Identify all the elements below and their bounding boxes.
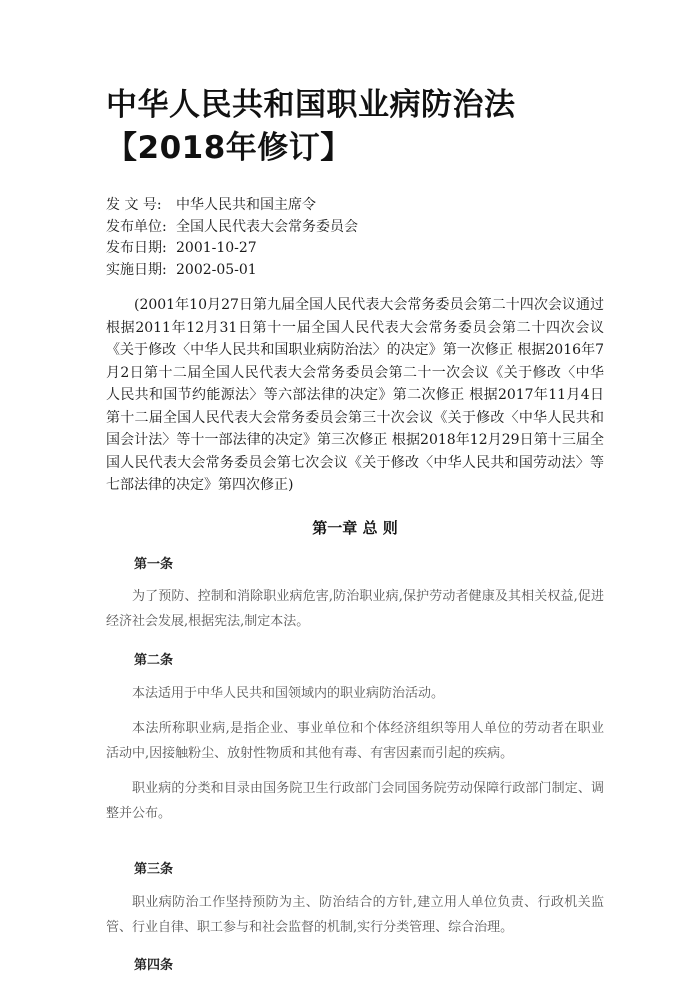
- article-4: [106, 956, 604, 976]
- article-1: [106, 555, 604, 634]
- document-meta: [106, 195, 604, 281]
- meta-label: 发布单位:: [106, 218, 167, 235]
- chapter-heading: 第一章 总 则: [312, 518, 398, 537]
- article-2: [106, 651, 604, 826]
- meta-row-doc-number: [106, 195, 604, 217]
- meta-value: 2002-05-01: [176, 261, 257, 278]
- meta-value: 全国人民代表大会常务委员会: [176, 218, 358, 235]
- meta-label: 发 文 号:: [106, 197, 162, 213]
- document-title: 中华人民共和国职业病防治法【2018年修订】: [106, 87, 516, 166]
- amendment-history: (2001年10月27日第九届全国人民代表大会常务委员会第二十四次会议通过 根据2011年12月31日第十一届全国人民代表大会常务委员会第二十四次会议《关于修改〈中华人民共和国职业病防治法〉的决定》第一次修正 根据2016年7月2日第十二届全国人民代表大会常务委员会第二十一次会议《关于修改〈中华人民共和国节约能源法〉等六部法律的决定》第二次修正 根据2017年11月4日第十二届全国人民代表大会常务委员会第三十次会议《关于修改〈中华人民共和国会计法〉等十一部法律的决定》第三次修正 根据2018年12月29日第十三届全国人民代表大会常务委员会第七次会议《关于修改〈中华人民共和国劳动法〉等七部法律的决定》第四次修正): [106, 297, 604, 493]
- article-title: 第二条: [134, 652, 174, 668]
- meta-row-issuer: [106, 217, 604, 239]
- article-paragraph: 本法所称职业病,是指企业、事业单位和个体经济组织等用人单位的劳动者在职业活动中,因接触粉尘、放射性物质和其他有毒、有害因素而引起的疾病。: [106, 720, 604, 761]
- article-title: 第一条: [134, 556, 174, 572]
- article-title: 第四条: [134, 957, 174, 973]
- article-paragraph: 为了预防、控制和消除职业病危害,防治职业病,保护劳动者健康及其相关权益,促进经济社会发展,根据宪法,制定本法。: [106, 588, 604, 629]
- article-paragraph: 本法适用于中华人民共和国领域内的职业病防治活动。: [132, 685, 445, 701]
- article-3: [106, 860, 604, 940]
- meta-row-effective-date: [106, 260, 604, 282]
- meta-label: 发布日期:: [106, 240, 167, 256]
- meta-value: 中华人民共和国主席令: [176, 197, 316, 213]
- article-title: 第三条: [134, 861, 174, 877]
- meta-value: 2001-10-27: [176, 240, 257, 256]
- meta-row-publish-date: [106, 238, 604, 260]
- article-paragraph: 职业病防治工作坚持预防为主、防治结合的方针,建立用人单位负责、行政机关监管、行业自律、职工参与和社会监督的机制,实行分类管理、综合治理。: [106, 894, 604, 935]
- meta-label: 实施日期:: [106, 261, 167, 278]
- article-paragraph: 职业病的分类和目录由国务院卫生行政部门会同国务院劳动保障行政部门制定、调整并公布。: [106, 780, 604, 821]
